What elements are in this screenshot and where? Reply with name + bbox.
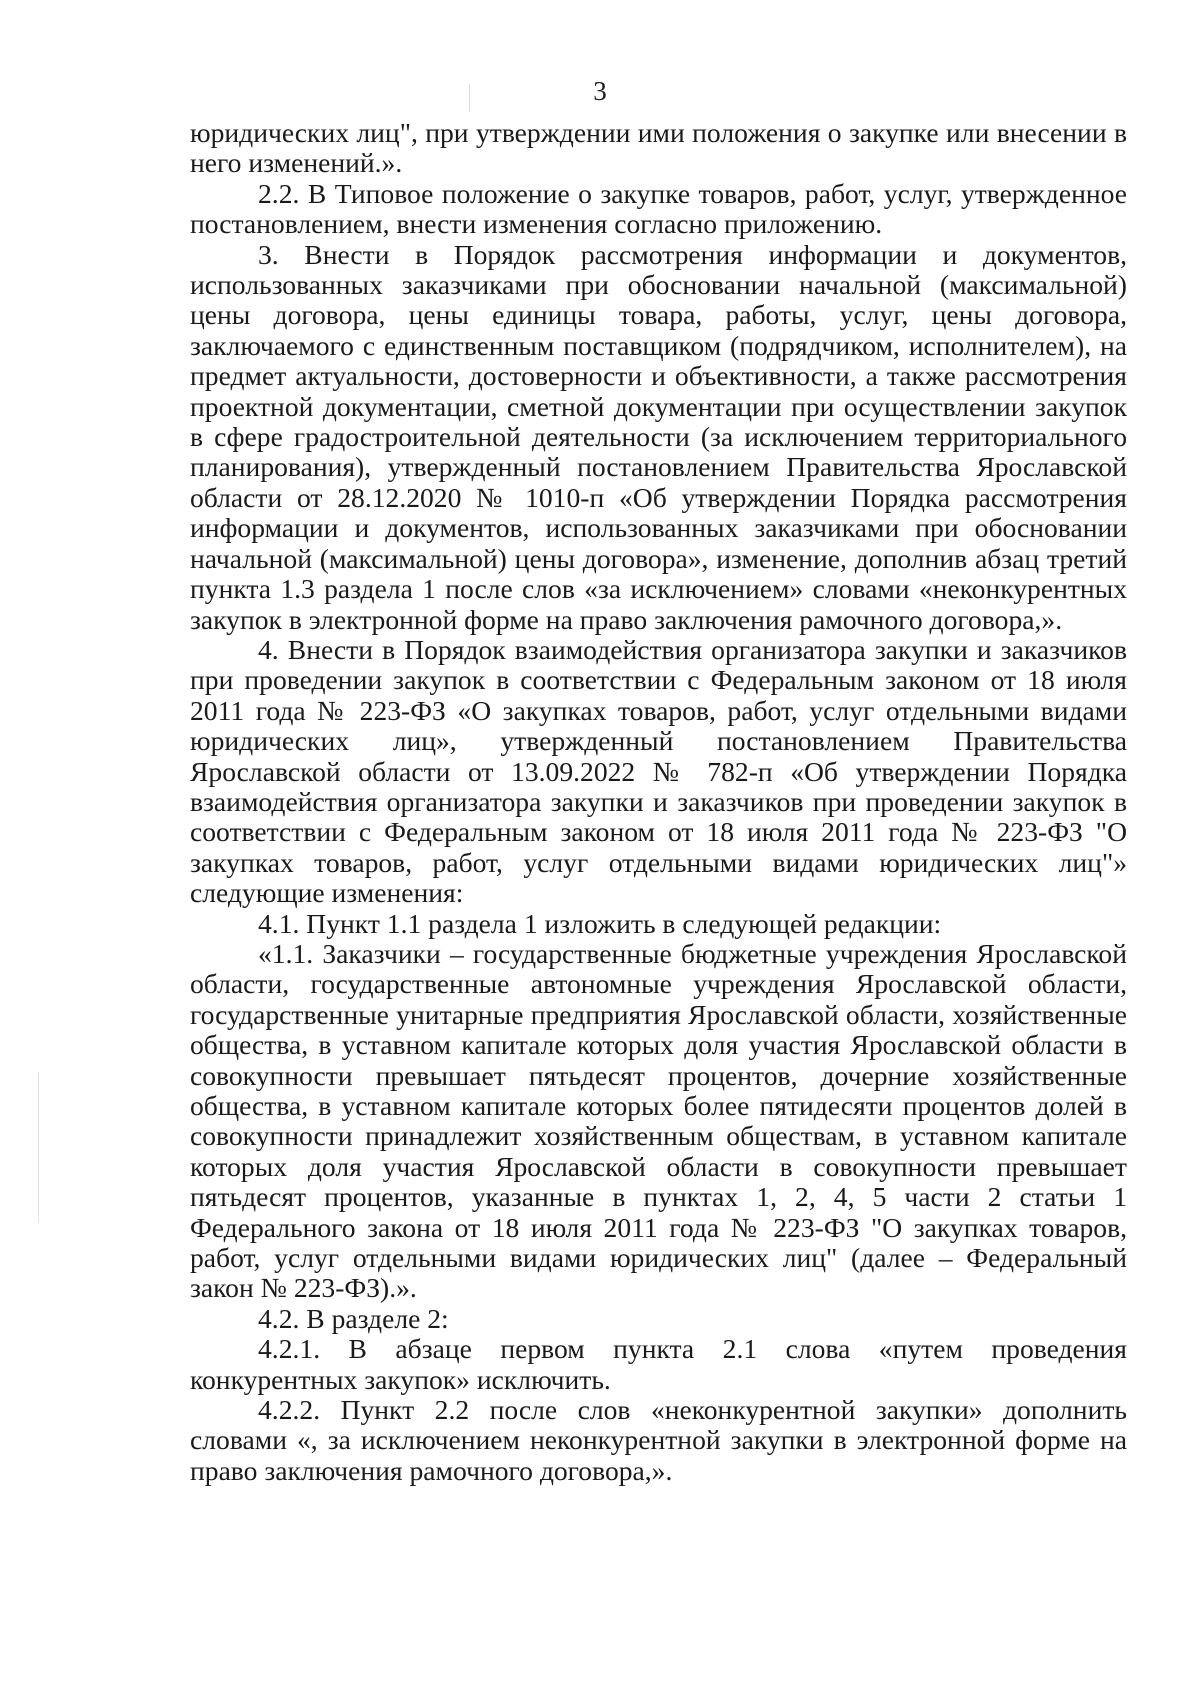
page-number: 3 xyxy=(593,76,607,106)
paragraph-continuation: юридических лиц", при утверждении ими положения о закупке или внесении в него изменений.». xyxy=(190,117,1127,179)
paragraph-3: 3. Внести в Порядок рассмотрения информации и документов, использованных заказчиками при обосновании начальной (максимальной) цены договора, цены единицы товара, работы, услуг, цены договора, заключаемого с единственным поставщиком (подрядчиком, исполнителем), на предмет актуальности, достоверности и объективности, а также рассмотрения проектной документации, сметной документации при осуществлении закупок в сфере градостроительной деятельности (за исключением территориального планирования), утвержденный постановлением Правительства Ярославской области от 28.12.2020 № 1010-п «Об утверждении Порядка рассмотрения информации и документов, использованных заказчиками при обосновании начальной (максимальной) цены договора», изменение, дополнив абзац третий пункта 1.3 раздела 1 после слов «за исключением» словами «неконкурентных закупок в электронной форме на право заключения рамочного договора,». xyxy=(190,238,1127,635)
paragraph-4: 4. Внести в Порядок взаимодействия организатора закупки и заказчиков при проведении закупок в соответствии с Федеральным законом от 18 июля 2011 года № 223-ФЗ «О закупках товаров, работ, услуг отдельными видами юридических лиц», утвержденный постановлением Правительства Ярославской области от 13.09.2022 № 782-п «Об утверждении Порядка взаимодействия организатора закупки и заказчиков при проведении закупок в соответствии с Федеральным законом от 18 июля 2011 года № 223-ФЗ "О закупках товаров, работ, услуг отдельными видами юридических лиц"» следующие изменения: xyxy=(190,633,1127,909)
paragraph-4-1: 4.1. Пункт 1.1 раздела 1 изложить в следующей редакции: xyxy=(258,907,942,939)
scan-artifact xyxy=(38,1072,39,1222)
paragraph-4-2-2: 4.2.2. Пункт 2.2 после слов «неконкурентной закупки» дополнить словами «, за исключением неконкурентной закупки в электронной форме на право заключения рамочного договора,». xyxy=(190,1394,1127,1486)
paragraph-4-2-1: 4.2.1. В абзаце первом пункта 2.1 слова «путем проведения конкурентных закупок» исключить. xyxy=(190,1333,1127,1395)
paragraph-2-2: 2.2. В Типовое положение о закупке товаров, работ, услуг, утвержденное постановлением, внести изменения согласно приложению. xyxy=(190,177,1127,240)
paragraph-4-2: 4.2. В разделе 2: xyxy=(258,1302,449,1334)
paragraph-1-1-quote: «1.1. Заказчики – государственные бюджетные учреждения Ярославской области, государственные автономные учреждения Ярославской области, государственные унитарные предприятия Ярославской области, хозяйственные общества, в уставном капитале которых доля участия Ярославской области в совокупности превышает пятьдесят процентов, дочерние хозяйственные общества, в уставном капитале которых более пятидесяти процентов долей в совокупности принадлежит хозяйственным обществам, в уставном капитале которых доля участия Ярославской области в совокупности превышает пятьдесят процентов, указанные в пунктах 1, 2, 4, 5 части 2 статьи 1 Федерального закона от 18 июля 2011 года № 223-ФЗ "О закупках товаров, работ, услуг отдельными видами юридических лиц" (далее – Федеральный закон № 223-ФЗ).». xyxy=(190,937,1127,1304)
document-body xyxy=(190,118,1127,1486)
